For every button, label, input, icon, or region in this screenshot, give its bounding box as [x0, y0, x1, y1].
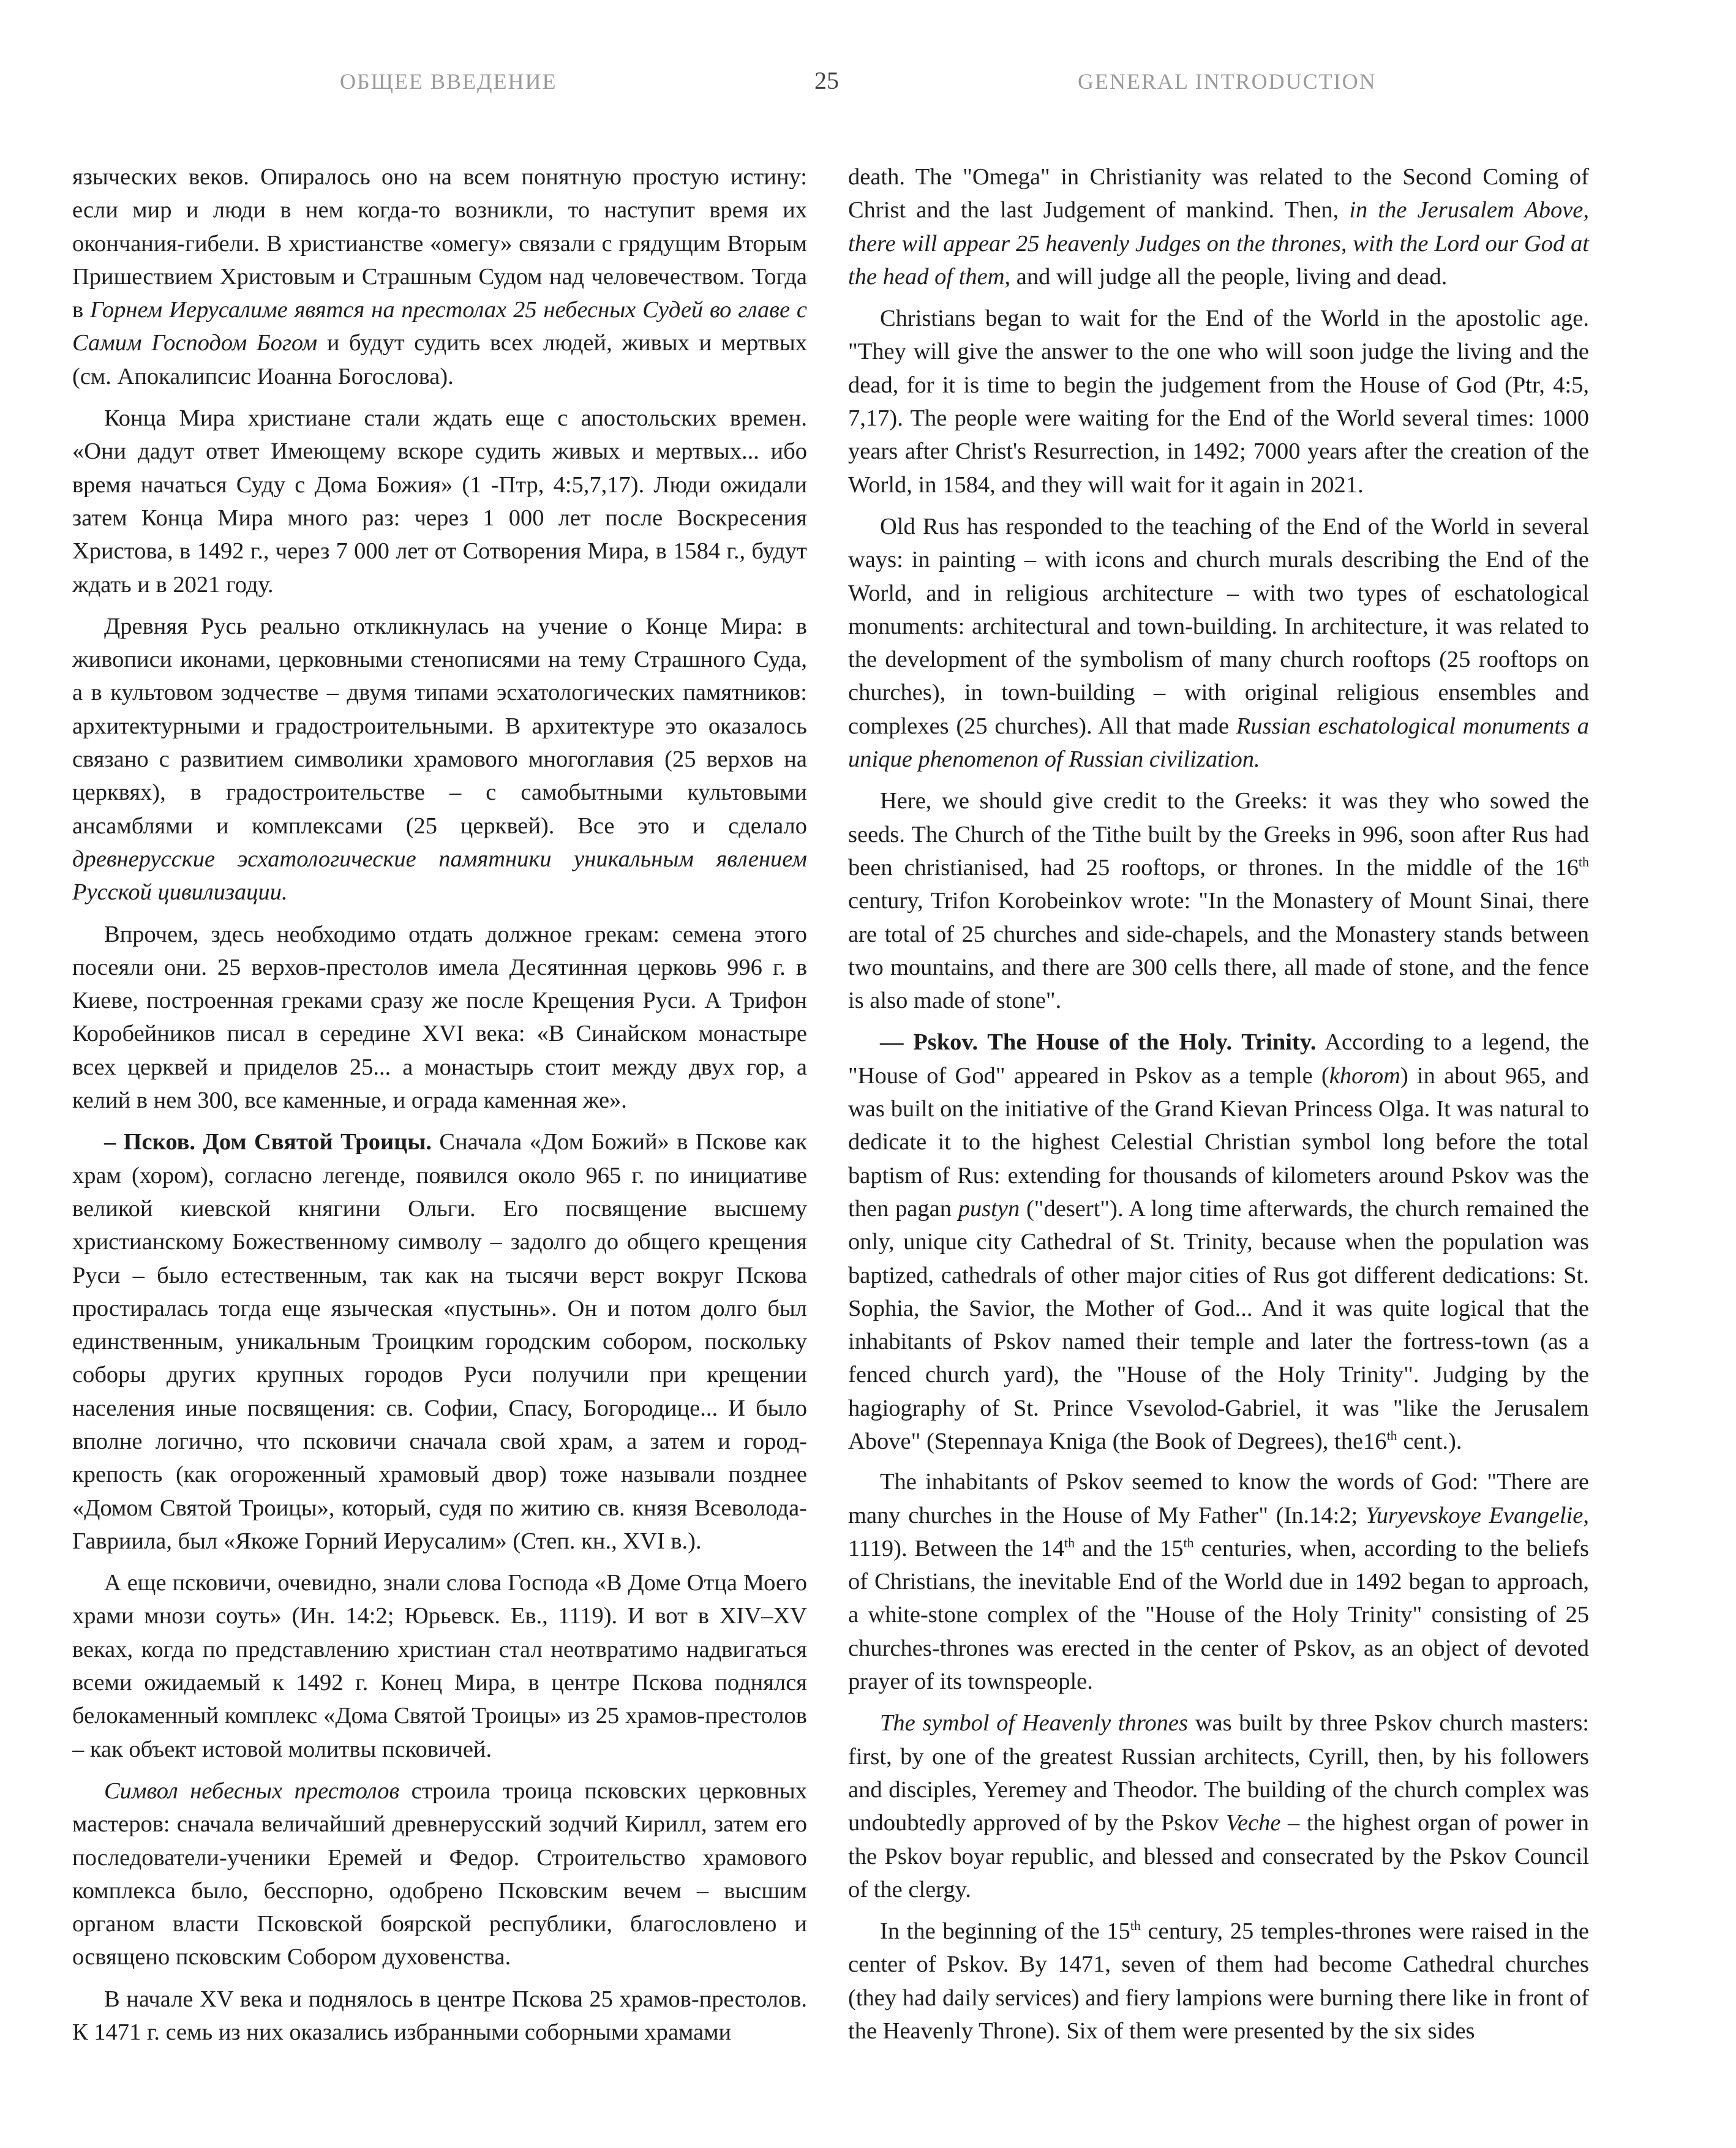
en-paragraph: The symbol of Heavenly thrones was built by three Pskov church masters: first, by one of the greatest Russian architects, Cyrill, then, by his followers and disciples, Yeremey and Theodor. The building of the church complex was undoubtedly approved of by the Pskov Veche – the highest organ of power in the Pskov boyar republic, and blessed and consecrated by the Pskov Council of the clergy. [848, 1710, 1589, 1902]
en-paragraph: — Pskov. The House of the Holy. Trinity. According to a legend, the "House of God" appeared in Pskov as a temple (khorom) in about 965, and was built on the initiative of the Grand Kievan Princess Olga. It was natural to dedicate it to the highest Celestial Christian symbol long before the total baptism of Rus: extending for thousands of kilometers around Pskov was the then pagan pustyn ("desert"). A long time afterwards, the church remained the only, unique city Cathedral of St. Trinity, because when the population was baptized, cathedrals of other major cities of Rus got different dedications: St. Sophia, the Savior, the Mother of God... And it was quite logical that the inhabitants of Pskov named their temple and later the fortress-town (as a fenced church yard), the "House of the Holy Trinity". Judging by the hagiography of St. Prince Vsevolod-Gabriel, it was "like the Jerusalem Above" (Stepennaya Kniga (the Book of Degrees), the16th cent.). [848, 1029, 1589, 1454]
en-paragraph: Old Rus has responded to the teaching of the End of the World in several ways: in painting – with icons and church murals describing the End of the World, and in religious architecture – with two types of eschatological monuments: architectural and town-building. In architecture, it was related to the development of the symbolism of many church rooftops (25 rooftops on churches), in town-building – with original religious ensembles and complexes (25 churches). All that made Russian eschatological monuments a unique phenomenon of Russian civilization. [848, 513, 1589, 773]
page-number: 25 [814, 67, 839, 94]
ru-paragraph: языческих веков. Опиралось оно на всем понятную простую истину: если мир и люди в нем когда-то возникли, то наступит время их окончания-гибели. В христианстве «омегу» связали с грядущим Вторым Пришествием Христовым и Страшным Судом над человечеством. Тогда в Горнем Иерусалиме явятся на престолах 25 небесных Судей во главе с Самим Господом Богом и будут судить всех людей, живых и мертвых (см. Апокалипсис Иоанна Богослова). [72, 164, 807, 389]
en-paragraph: In the beginning of the 15th century, 25 temples-thrones were raised in the center of Pskov. By 1471, seven of them had become Cathedral churches (they had daily services) and fiery lampions were burning there like in front of the Heavenly Throne). Six of them were presented by the six sides [848, 1918, 1589, 2045]
running-head-right: GENERAL INTRODUCTION [1078, 69, 1377, 94]
ru-paragraph: Символ небесных престолов строила троица псковских церковных мастеров: сначала величайший древнерусский зодчий Кирилл, затем его последователи-ученики Еремей и Федор. Строительство храмового комплекса было, бесспорно, одобрено Псковским вечем – высшим органом власти Псковской боярской республики, благословлено и освящено псковским Собором духовенства. [72, 1778, 807, 1970]
ru-paragraph: – Псков. Дом Святой Троицы. Сначала «Дом Божий» в Пскове как храм (хором), согласно легенде, появился около 965 г. по инициативе великой киевской княгини Ольги. Его посвящение высшему христианскому Божественному символу – задолго до общего крещения Руси – было естественным, так как на тысячи верст вокруг Пскова простиралась тогда еще языческая «пустынь». Он и потом долго был единственным, уникальным Троицким городским собором, поскольку соборы других крупных городов Руси получили при крещении населения иные посвящения: св. Софии, Спасу, Богородице... И было вполне логично, что псковичи сначала свой храм, а затем и город-крепость (как огороженный храмовый двор) тоже называли позднее «Домом Святой Троицы», который, судя по житию св. князя Всеволода-Гавриила, был «Якоже Горний Иерусалим» (Степ. кн., XVI в.). [72, 1129, 807, 1554]
en-section-heading: — Pskov. The House of the Holy. Trinity. [880, 1029, 1317, 1056]
ru-paragraph: В начале XV века и поднялось в центре Пскова 25 храмов-престолов. К 1471 г. семь из них оказались избранными соборными храмами [72, 1986, 807, 2046]
ru-paragraph: А еще псковичи, очевидно, знали слова Господа «В Доме Отца Моего храми мнози соуть» (Ин. 14:2; Юрьевск. Ев., 1119). И вот в XIV–XV веках, когда по представлению христиан стал неотвратимо надвигаться всеми ожидаемый к 1492 г. Конец Мира, в центре Пскова поднялся белокаменный комплекс «Дома Святой Троицы» из 25 храмов-престолов – как объект истовой молитвы псковичей. [72, 1570, 807, 1762]
en-paragraph: Here, we should give credit to the Greeks: it was they who sowed the seeds. The Church of the Tithe built by the Greeks in 996, soon after Rus had been christianised, had 25 rooftops, or thrones. In the middle of the 16th century, Trifon Korobeinkov wrote: "In the Monastery of Mount Sinai, there are total of 25 churches and side-chapels, and the Monastery stands between two mountains, and there are 300 cells there, all made of stone, and the fence is also made of stone". [848, 788, 1589, 1014]
english-text-column [848, 160, 1589, 2056]
ru-paragraph: Впрочем, здесь необходимо отдать должное грекам: семена этого посеяли они. 25 верхов-престолов имела Десятинная церковь 996 г. в Киеве, построенная греками сразу же после Крещения Руси. А Трифон Коробейников писал в середине XVI века: «В Синайском монастыре всех церквей и приделов 25... а монастырь стоит между двух гор, а келий в нем 300, все каменные, и ограда каменная же». [72, 921, 807, 1114]
en-paragraph: Christians began to wait for the End of the World in the apostolic age. "They will give the answer to the one who will soon judge the living and the dead, for it is time to begin the judgement from the House of God (Ptr, 4:5, 7,17). The people were waiting for the End of the World several times: 1000 years after Christ's Resurrection, in 1492; 7000 years after the creation of the World, in 1584, and they will wait for it again in 2021. [848, 306, 1589, 498]
en-paragraph: The inhabitants of Pskov seemed to know the words of God: "There are many churches in the House of My Father" (In.14:2; Yuryevskoye Evangelie, 1119). Between the 14th and the 15th centuries, when, according to the beliefs of Christians, the inevitable End of the World due in 1492 began to approach, a white-stone complex of the "House of the Holy Trinity" consisting of 25 churches-thrones was erected in the center of Pskov, as an object of devoted prayer of its townspeople. [848, 1469, 1590, 1695]
ru-paragraph: Древняя Русь реально откликнулась на учение о Конце Мира: в живописи иконами, церковными стенописями на тему Страшного Суда, а в культовом зодчестве – двумя типами эсхатологических памятников: архитектурными и градостроительными. В архитектуре это оказалось связано с развитием символики храмового многоглавия (25 верхов на церквях), в градостроительстве – с самобытными культовыми ансамблями и комплексами (25 церквей). Все это и сделало древнерусские эсхатологические памятники уникальным явлением Русской цивилизации. [72, 613, 807, 906]
ru-section-heading: – Псков. Дом Святой Троицы. [104, 1129, 432, 1155]
running-head-left: ОБЩЕЕ ВВЕДЕНИЕ [340, 69, 557, 94]
russian-text-column [72, 160, 807, 2057]
en-paragraph: death. The "Omega" in Christianity was related to the Second Coming of Christ and the last Judgement of mankind. Then, in the Jerusalem Above, there will appear 25 heavenly Judges on the thrones, with the Lord our God at the head of them, and will judge all the people, living and dead. [848, 164, 1589, 290]
ru-paragraph: Конца Мира христиане стали ждать еще с апостольских времен. «Они дадут ответ Имеющему вскоре судить живых и мертвых... ибо время начаться Суду с Дома Божия» (1 -Птр, 4:5,7,17). Люди ожидали затем Конца Мира много раз: через 1 000 лет после Воскресения Христова, в 1492 г., через 7 000 лет от Сотворения Мира, в 1584 г., будут ждать и в 2021 году. [72, 405, 807, 598]
